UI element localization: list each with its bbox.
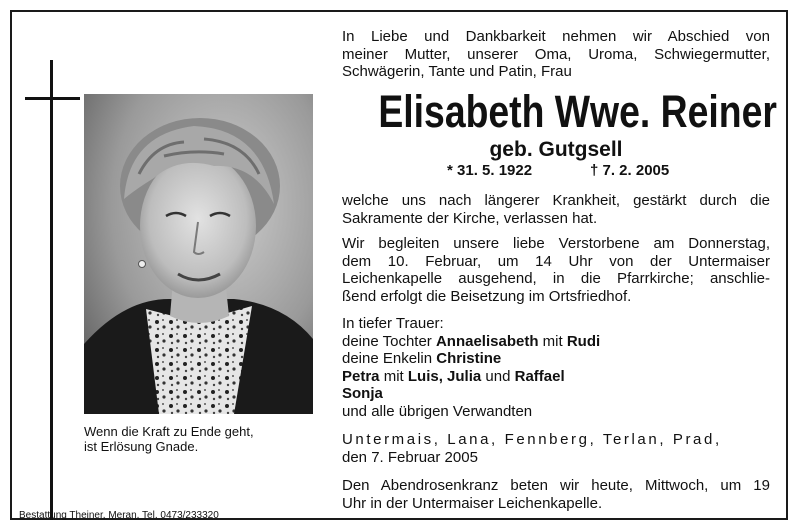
funeral-home-credit: Bestattung Theiner, Meran, Tel. 0473/233320 [19, 510, 219, 521]
cross-icon-bar [25, 97, 80, 100]
mourner-others: und alle übrigen Verwandten [342, 402, 533, 420]
funeral-line: Leichenkapelle ausgehend, in die Pfarrkirche; anschlie- [342, 270, 770, 287]
illness-line: welche uns nach längerer Krankheit, gestärkt durch die [342, 192, 770, 209]
mourner-petra: Petra mit Luis, Julia und Raffael [342, 367, 565, 385]
place-line: Untermais, Lana, Fennberg, Terlan, Prad, [342, 431, 722, 448]
mourner-daughter: deine Tochter Annaelisabeth mit Rudi [342, 332, 601, 350]
mourner-sonja: Sonja [342, 385, 383, 402]
intro-line: Schwägerin, Tante und Patin, Frau [342, 63, 572, 80]
mourner-granddaughter: deine Enkelin Christine [342, 350, 502, 367]
deceased-name: Elisabeth Wwe. Reiner [378, 86, 777, 137]
mourners-heading: In tiefer Trauer: [342, 315, 444, 332]
portrait-photo [84, 94, 313, 414]
mourners-list [342, 315, 770, 420]
intro-line: In Liebe und Dankbarkeit nehmen wir Abschied von [342, 28, 770, 45]
rosary-line: Den Abendrosenkranz beten wir heute, Mittwoch, um 19 [342, 477, 770, 494]
rosary-notice [342, 477, 770, 512]
date-line: den 7. Februar 2005 [342, 448, 478, 466]
funeral-announcement [342, 235, 770, 305]
intro-text [342, 28, 770, 81]
intro-line: meiner Mutter, unserer Oma, Uroma, Schwiegermutter, [342, 45, 770, 63]
caption-line: Wenn die Kraft zu Ende geht, [84, 424, 254, 439]
death-date: † 7. 2. 2005 [590, 162, 670, 179]
illness-text [342, 192, 770, 227]
caption-line: ist Erlösung Gnade. [84, 439, 199, 454]
maiden-name: geb. Gutgsell [489, 138, 623, 161]
illness-line: Sakramente der Kirche, verlassen hat. [342, 209, 598, 227]
funeral-line: dem 10. Februar, um 14 Uhr von der Untermaiser [342, 252, 770, 270]
rosary-line: Uhr in der Untermaiser Leichenkapelle. [342, 494, 603, 512]
place-date [342, 431, 770, 466]
photo-caption [84, 424, 313, 454]
funeral-line: ßend erfolgt die Beisetzung im Ortsfriedhof. [342, 287, 632, 305]
birth-date: * 31. 5. 1922 [447, 162, 533, 179]
cross-icon [50, 60, 53, 520]
funeral-line: Wir begleiten unsere liebe Verstorbene am Donnerstag, [342, 235, 770, 252]
